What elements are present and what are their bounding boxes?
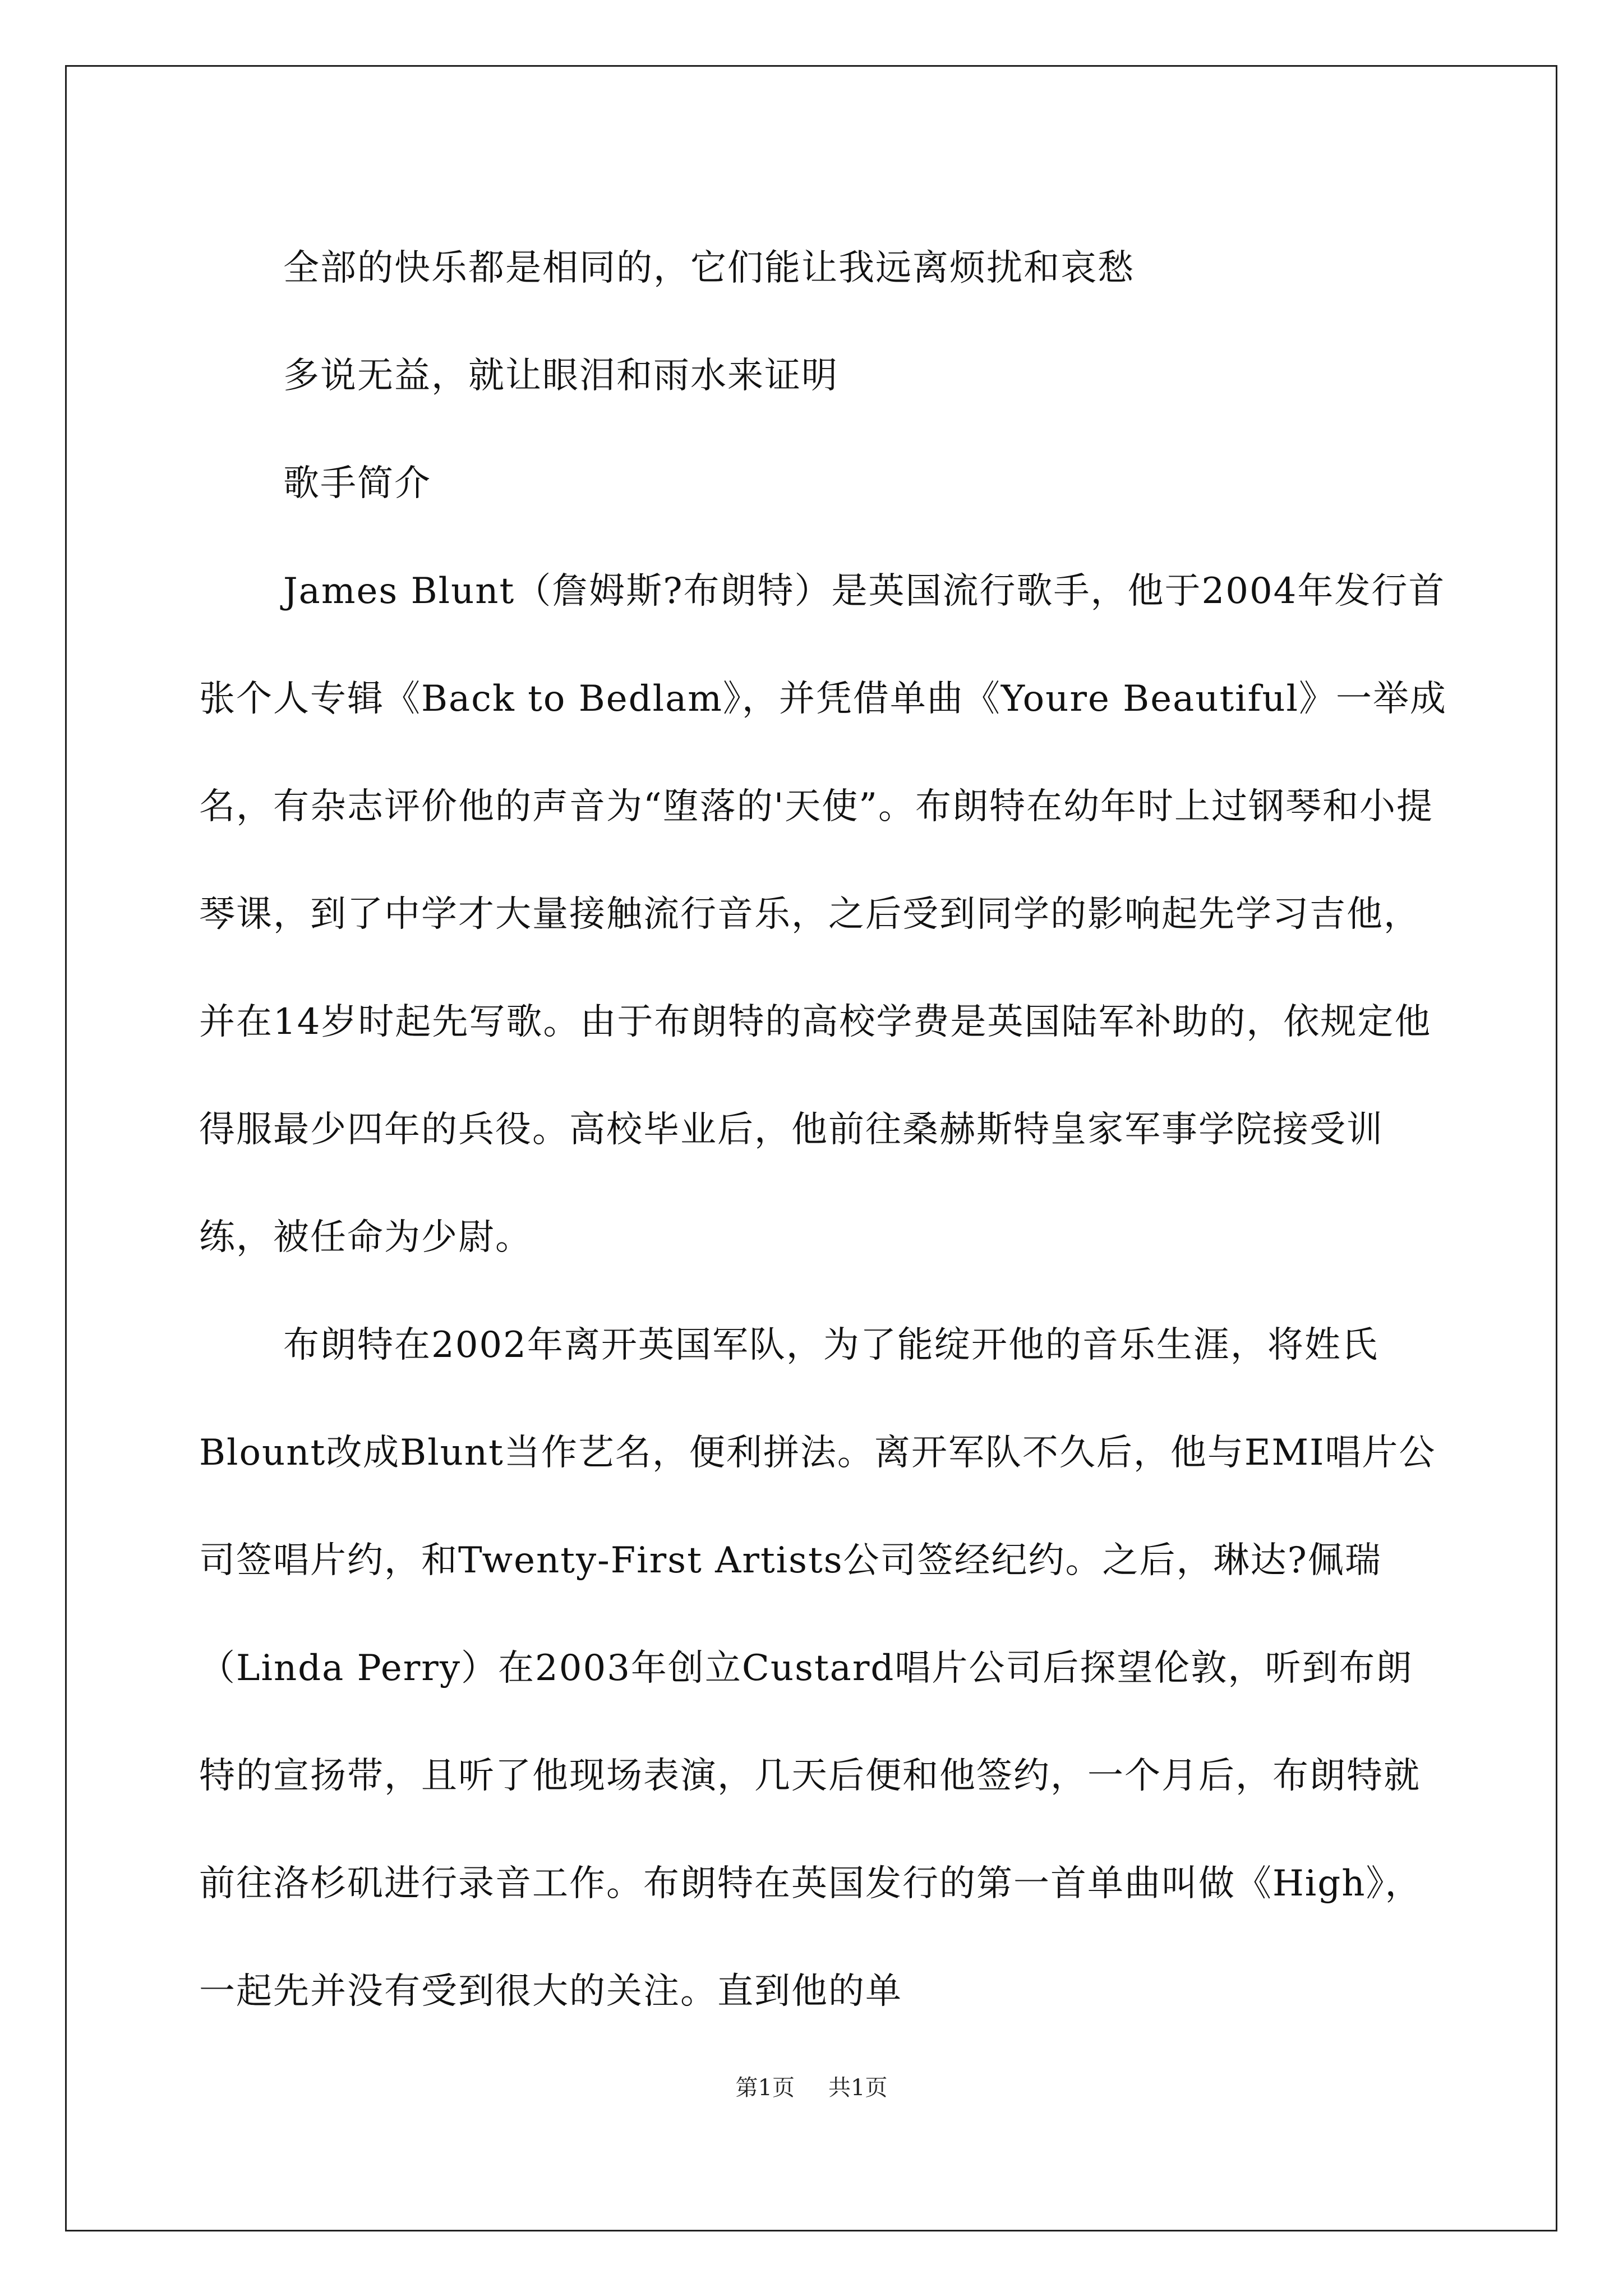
document-body: [199, 214, 1450, 2045]
page-footer: [0, 2070, 1623, 2102]
page-total: 共1页: [828, 2075, 888, 2101]
paragraph-biography-2: 布朗特在2002年离开英国军队，为了能绽开他的音乐生涯，将姓氏Blount改成Blunt当作艺名，便利拼法。离开军队不久后，他与EMI唱片公司签唱片约，和Twenty-First Artists公司签经纪约。之后，琳达?佩瑞（Linda Perry）在2003年创立Custard唱片公司后探望伦敦，听到布朗特的宣扬带，且听了他现场表演，几天后便和他签约，一个月后，布朗特就前往洛杉矶进行录音工作。布朗特在英国发行的第一首单曲叫做《High》，一起先并没有受到很大的关注。直到他的单: [199, 1324, 1436, 2012]
page-number: 第1页: [735, 2075, 795, 2101]
section-heading-singer-intro: 歌手简介: [283, 463, 431, 504]
paragraph-biography-1: James Blunt（詹姆斯?布朗特）是英国流行歌手，他于2004年发行首张个人专辑《Back to Bedlam》，并凭借单曲《Youre Beautiful》一举成名，有杂志评价他的声音为“堕落的'天使”。布朗特在幼年时上过钢琴和小提琴课，到了中学才大量接触流行音乐，之后受到同学的影响起先学习吉他，并在14岁时起先写歌。由于布朗特的高校学费是英国陆军补助的，依规定他得服最少四年的兵役。高校毕业后，他前往桑赫斯特皇家军事学院接受训练，被任命为少尉。: [199, 570, 1447, 1258]
paragraph-lyric-1: 全部的快乐都是相同的，它们能让我远离烦扰和哀愁: [283, 247, 1135, 289]
paragraph-lyric-2: 多说无益，就让眼泪和雨水来证明: [283, 355, 838, 397]
